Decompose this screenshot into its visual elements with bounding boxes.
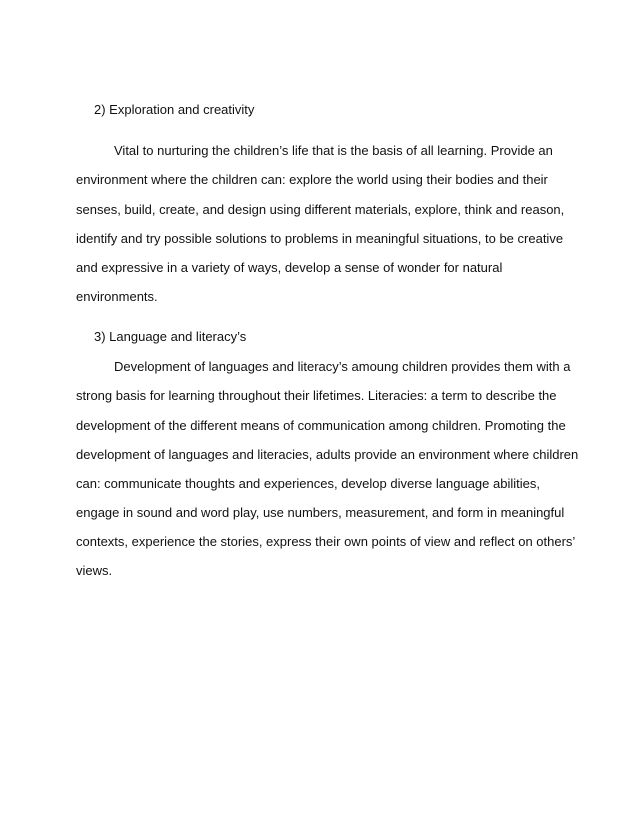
paragraph-line: contexts, experience the stories, express their own points of view and reflect on others’ [76,534,576,549]
section-heading-language: 3) Language and literacy’s [94,329,247,344]
paragraph-line: views. [76,563,113,578]
paragraph-line: development of the different means of communication among children. Promoting the [76,418,566,433]
paragraph-line: and expressive in a variety of ways, develop a sense of wonder for natural [76,260,503,275]
paragraph-line: Development of languages and literacy’s amoung children provides them with a [114,359,571,374]
paragraph-line: identify and try possible solutions to problems in meaningful situations, to be creative [76,231,564,246]
paragraph-line: strong basis for learning throughout their lifetimes. Literacies: a term to describe the [76,388,557,403]
section-heading-exploration: 2) Exploration and creativity [94,102,255,117]
paragraph-line: Vital to nurturing the children’s life that is the basis of all learning. Provide an [114,143,553,158]
paragraph-line: development of languages and literacies, adults provide an environment where children [76,447,579,462]
paragraph-line: engage in sound and word play, use numbers, measurement, and form in meaningful [76,505,565,520]
paragraph-line: environments. [76,289,158,304]
paragraph-line: can: communicate thoughts and experiences, develop diverse language abilities, [76,476,540,491]
paragraph-line: senses, build, create, and design using different materials, explore, think and reason, [76,202,565,217]
paragraph-line: environment where the children can: explore the world using their bodies and their [76,172,548,187]
